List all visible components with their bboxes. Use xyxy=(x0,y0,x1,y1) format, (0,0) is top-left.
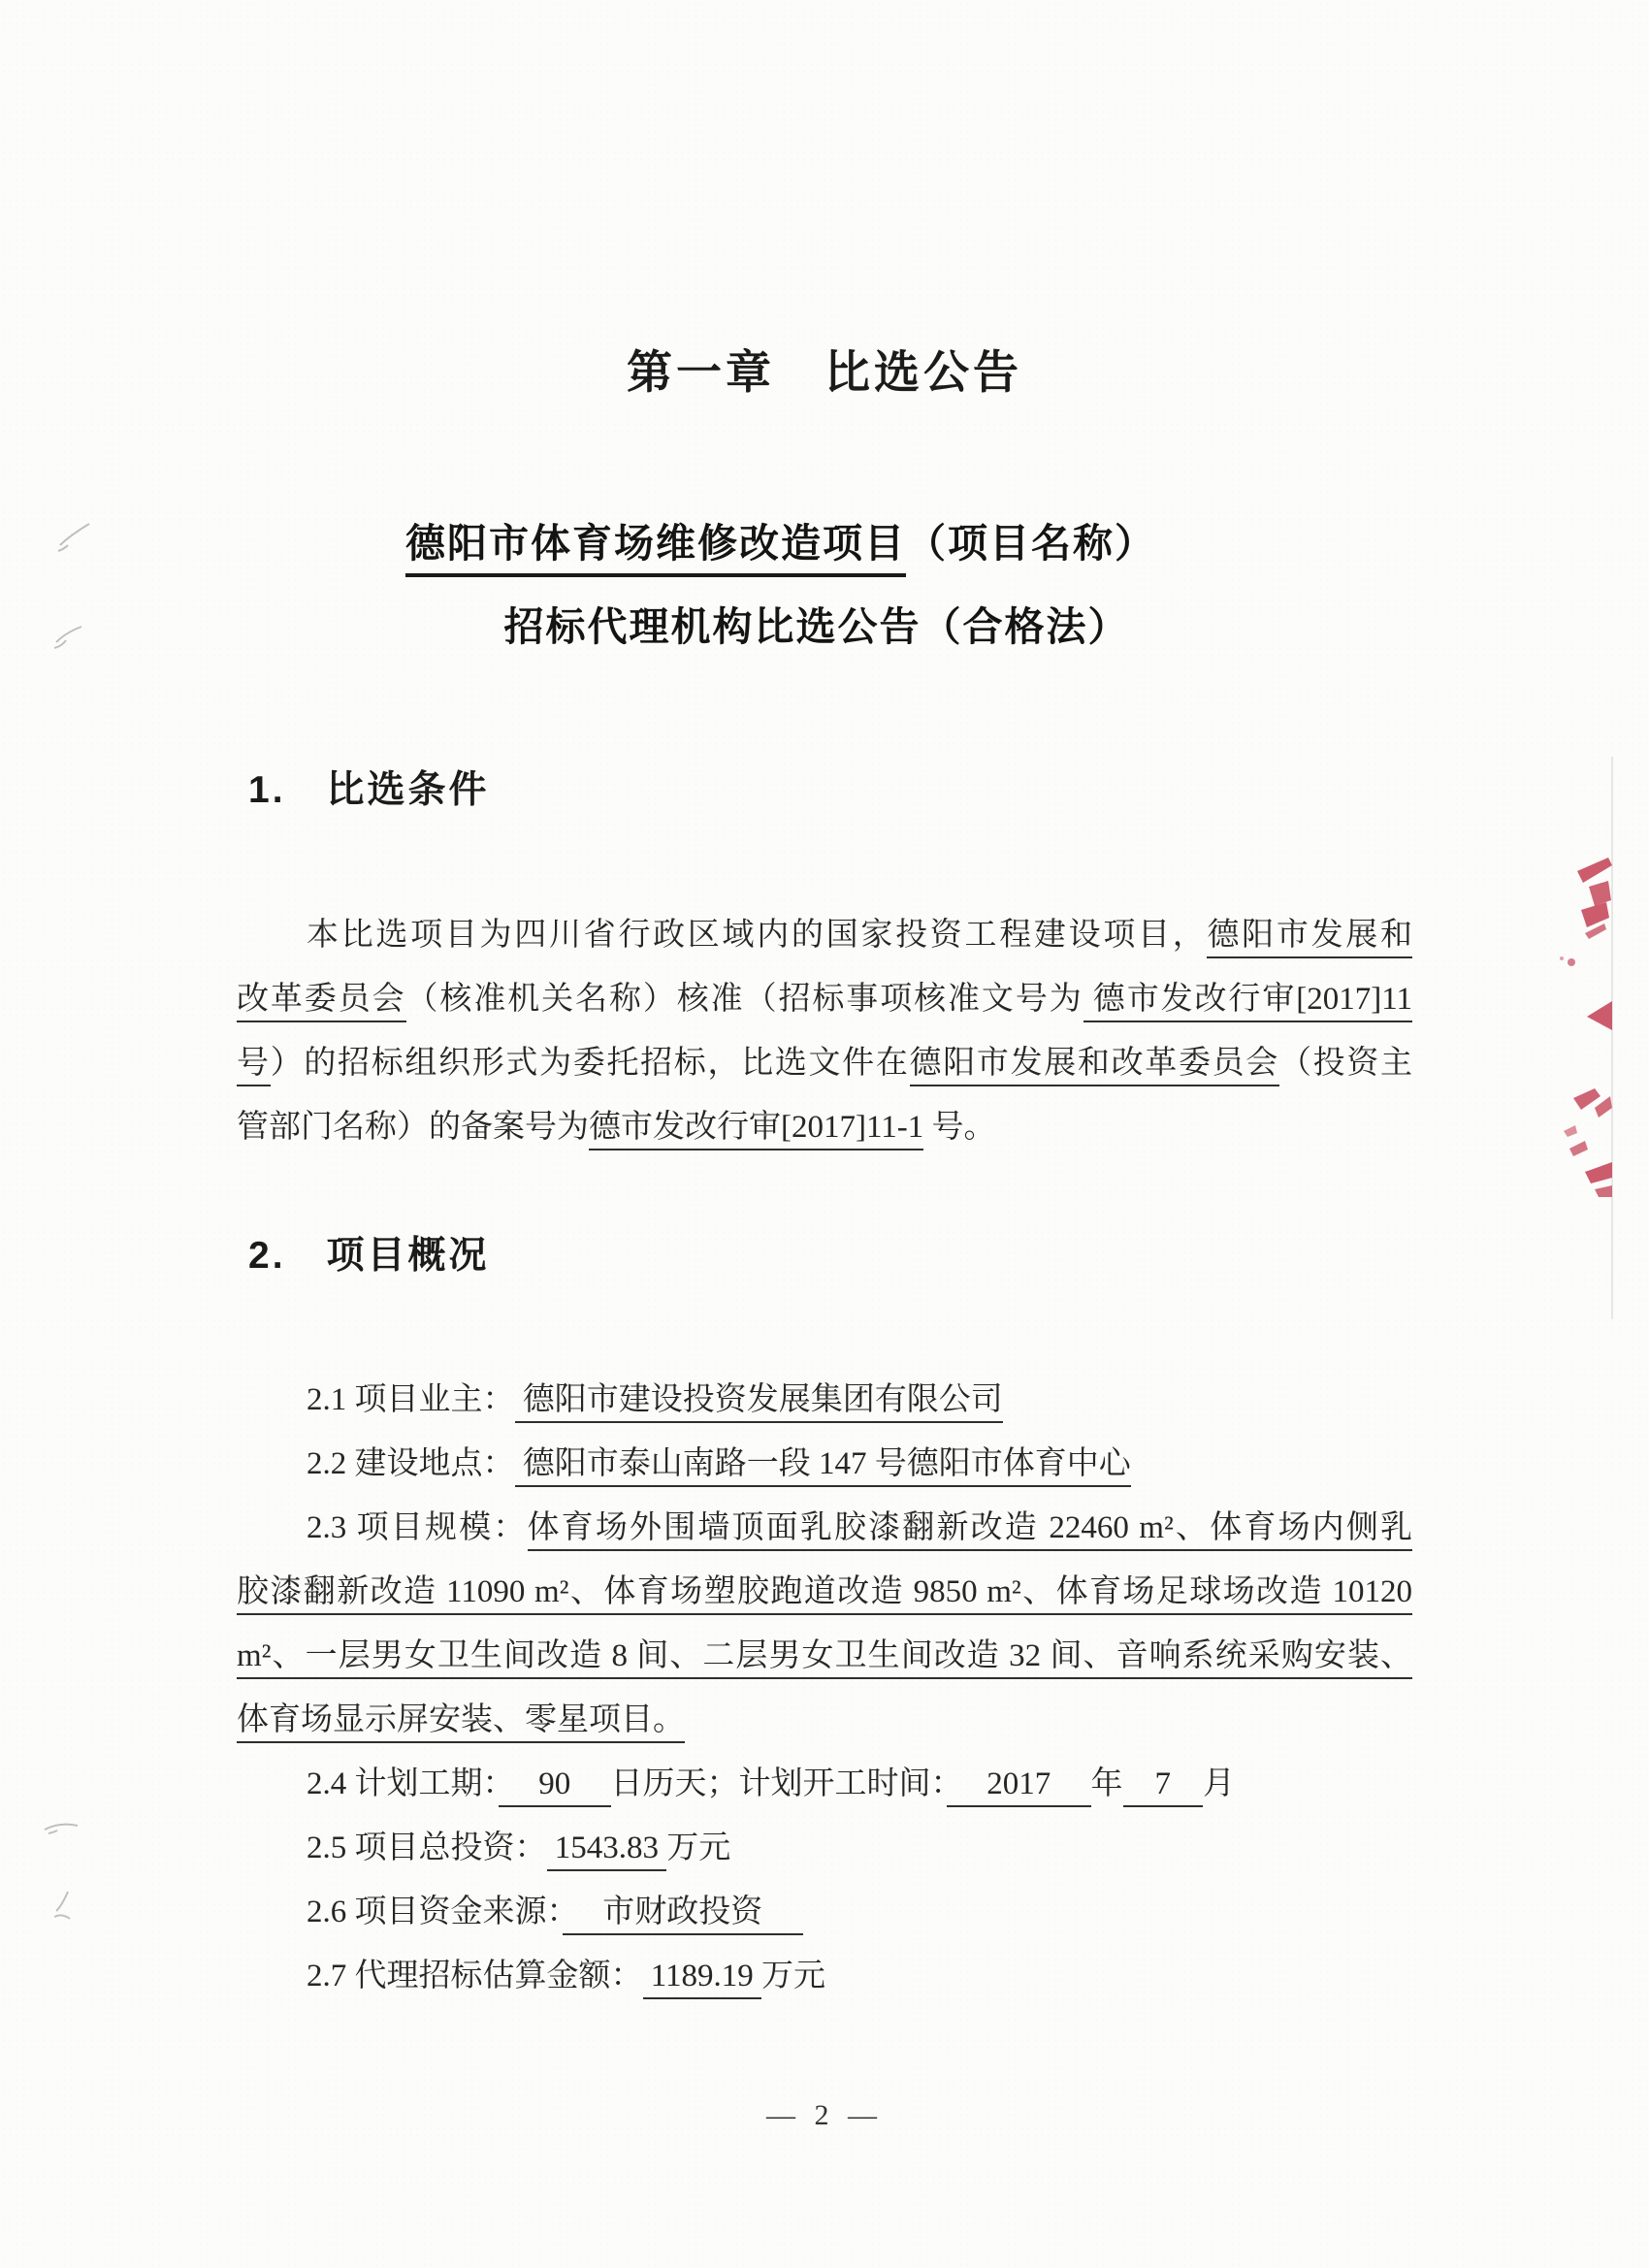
section-2-items xyxy=(237,1368,1412,2008)
text-run: 2.6 项目资金来源： xyxy=(307,1895,563,1929)
item-2-3-line-1 xyxy=(237,1496,1412,1560)
pencil-mark-icon xyxy=(47,1888,81,1930)
text-run: ）的招标组织形式为委托招标，比选文件在 xyxy=(270,1046,910,1081)
underlined-text: m²、一层男女卫生间改造 8 间、二层男女卫生间改造 32 间、音响系统采购安装、 xyxy=(237,1638,1412,1679)
text-run: 2.3 项目规模： xyxy=(307,1510,528,1545)
text-run: （投资主 xyxy=(1279,1046,1413,1081)
chapter-heading: 第一章 比选公告 xyxy=(627,346,1022,398)
item-2-7 xyxy=(237,1944,1412,2008)
underlined-text: 德阳市建设投资发展集团有限公司 xyxy=(515,1382,1003,1423)
para1-line-1 xyxy=(237,903,1412,967)
item-2-5 xyxy=(237,1816,1412,1880)
text-run: （核准机关名称）核准（招标事项核准文号为 xyxy=(405,982,1083,1017)
item-2-4 xyxy=(237,1752,1412,1816)
text-run: 万元 xyxy=(666,1831,731,1865)
para1-line-2 xyxy=(237,967,1412,1031)
text-run: 2.1 项目业主： xyxy=(307,1382,515,1417)
underlined-text: 德阳市发展和改革委员会 xyxy=(910,1046,1279,1086)
underlined-text: 2017 xyxy=(947,1766,1091,1807)
red-seal-fragment-icon xyxy=(1552,854,1614,1242)
underlined-text: 德市发改行审[2017]11-1 xyxy=(589,1110,923,1150)
section-2-heading: 2. 项目概况 xyxy=(248,1235,490,1277)
underlined-text: 德阳市泰山南路一段 147 号德阳市体育中心 xyxy=(515,1446,1131,1487)
underlined-text: 1189.19 xyxy=(643,1959,762,1999)
underlined-text: 体育场外围墙顶面乳胶漆翻新改造 22460 m²、体育场内侧乳 xyxy=(528,1510,1413,1551)
item-2-1 xyxy=(237,1368,1412,1432)
underlined-text: 市财政投资 xyxy=(563,1895,803,1935)
text-run: 本比选项目为四川省行政区域内的国家投资工程建设项目， xyxy=(307,918,1208,953)
underlined-text: 7 xyxy=(1123,1766,1204,1807)
underlined-text: 德市发改行审[2017]11 xyxy=(1083,982,1412,1022)
text-run: 2.2 建设地点： xyxy=(307,1446,515,1481)
underlined-text: 90 xyxy=(499,1766,611,1807)
underlined-text: 胶漆翻新改造 11090 m²、体育场塑胶跑道改造 9850 m²、体育场足球场改造 10120 xyxy=(237,1574,1412,1615)
item-2-3-line-3 xyxy=(237,1624,1412,1688)
pencil-mark-icon xyxy=(43,1816,81,1839)
item-2-2 xyxy=(237,1432,1412,1496)
project-name-suffix: （项目名称） xyxy=(906,521,1156,566)
text-run: 2.4 计划工期： xyxy=(307,1766,499,1801)
announcement-title: 招标代理机构比选公告（合格法） xyxy=(503,604,1130,649)
underlined-text: 德阳市发展和 xyxy=(1207,918,1412,958)
para1-line-4 xyxy=(237,1095,1412,1159)
pencil-mark-icon xyxy=(56,516,95,555)
page-number: — 2 — xyxy=(766,2099,883,2131)
pencil-mark-icon xyxy=(50,617,89,656)
text-run: 管部门名称）的备案号为 xyxy=(237,1110,589,1145)
item-2-3-line-2 xyxy=(237,1560,1412,1624)
item-2-6 xyxy=(237,1880,1412,1944)
underlined-text: 1543.83 xyxy=(547,1831,667,1871)
text-run: 2.5 项目总投资： xyxy=(307,1831,547,1865)
underlined-text: 体育场显示屏安装、零星项目。 xyxy=(237,1702,685,1743)
text-run: 年 xyxy=(1090,1766,1123,1801)
section-1-paragraph xyxy=(237,903,1412,1159)
text-run: 号。 xyxy=(923,1110,996,1145)
text-run: 万元 xyxy=(761,1959,826,1993)
underlined-text: 改革委员会 xyxy=(237,982,406,1022)
section-1-heading: 1. 比选条件 xyxy=(248,769,490,811)
text-run: 月 xyxy=(1203,1766,1235,1801)
project-name-title xyxy=(0,521,1605,566)
text-run: 日历天；计划开工时间： xyxy=(610,1766,947,1801)
project-name-underlined: 德阳市体育场维修改造项目 xyxy=(405,521,906,577)
text-run: 2.7 代理招标估算金额： xyxy=(307,1959,643,1993)
underlined-text: 号 xyxy=(237,1046,271,1086)
item-2-3-line-4 xyxy=(237,1688,1412,1752)
para1-line-3 xyxy=(237,1031,1412,1095)
